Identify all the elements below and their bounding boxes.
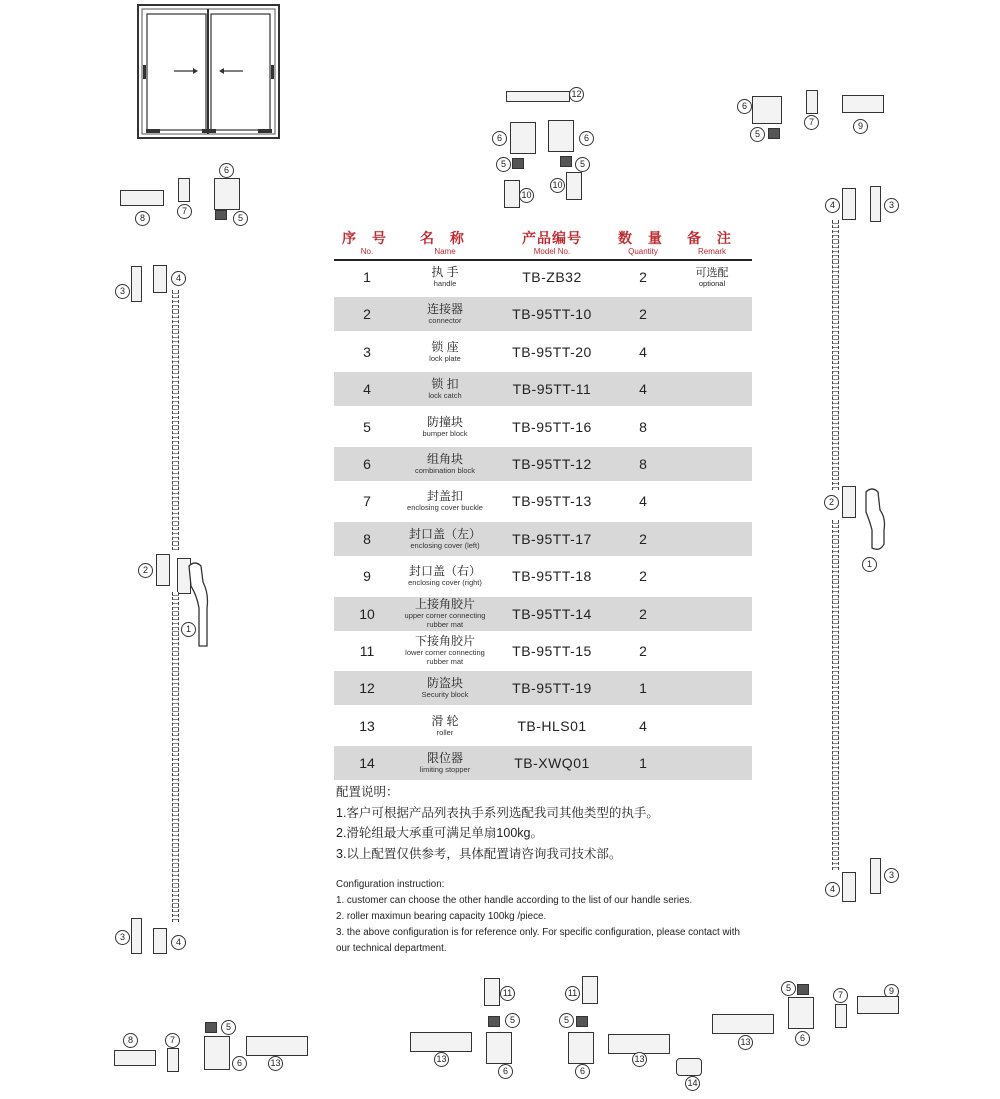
callout-4: 4 [825, 882, 840, 897]
callout-6: 6 [579, 131, 594, 146]
bumper-block-part [205, 1022, 217, 1033]
row-remark [672, 559, 752, 593]
callout-5: 5 [575, 157, 590, 172]
table-row [334, 671, 752, 705]
row-model: TB-95TT-19 [512, 680, 592, 697]
row-name [400, 410, 490, 444]
lower-corner-rubber-mat-part [582, 976, 598, 1004]
callout-14: 14 [685, 1076, 700, 1091]
lock-catch-part [153, 265, 167, 293]
row-quantity: 4 [639, 493, 647, 510]
roller-part [712, 1014, 774, 1034]
table-row [334, 709, 752, 743]
row-name-zh: 防撞块 [426, 414, 463, 429]
row-name-en: bumper block [422, 428, 468, 438]
callout-1: 1 [181, 622, 196, 637]
row-remark-en: optional [698, 278, 726, 288]
row-name [400, 447, 490, 481]
row-remark [672, 746, 752, 780]
row-name-zh: 执 手 [431, 265, 459, 279]
handle-part [860, 488, 890, 560]
callout-5: 5 [221, 1020, 236, 1035]
callout-6: 6 [575, 1064, 590, 1079]
lock-catch-part [842, 188, 856, 220]
table-row [334, 297, 752, 331]
table-row [334, 335, 752, 369]
row-name [400, 522, 490, 556]
security-block-part [506, 91, 570, 102]
row-model: TB-95TT-13 [512, 493, 592, 510]
row-name-en: handle [433, 279, 457, 288]
bumper-block-part [576, 1016, 588, 1027]
row-name [400, 671, 490, 705]
row-name-en: roller [436, 727, 454, 737]
table-row [334, 746, 752, 780]
enclosing-cover-buckle-part [806, 90, 818, 114]
row-name-en: enclosing cover buckle [407, 503, 483, 513]
callout-5: 5 [505, 1013, 520, 1028]
roller-part [246, 1036, 308, 1056]
row-name-en: lock plate [429, 353, 461, 363]
callout-8: 8 [123, 1033, 138, 1048]
row-name-zh: 下接角胶片 [414, 634, 475, 649]
roller-part [608, 1034, 670, 1054]
row-quantity: 2 [639, 269, 647, 285]
row-name-zh: 锁 座 [431, 339, 459, 354]
notes-en-title: Configuration instruction: [336, 879, 445, 890]
callout-5: 5 [750, 127, 765, 142]
upper-corner-rubber-mat-part [504, 180, 520, 208]
callout-10: 10 [550, 178, 565, 193]
row-name-en: lock catch [428, 391, 462, 401]
row-number: 4 [363, 381, 371, 398]
callout-4: 4 [171, 271, 186, 286]
row-remark [672, 634, 752, 668]
row-name-zh: 限位器 [426, 751, 463, 766]
combination-block-part [214, 178, 240, 210]
callout-5: 5 [781, 981, 796, 996]
row-quantity: 4 [639, 717, 647, 734]
row-name [400, 484, 490, 518]
callout-7: 7 [833, 988, 848, 1003]
bumper-block-part [488, 1016, 500, 1027]
row-model: TB-95TT-18 [512, 568, 592, 585]
row-remark [672, 297, 752, 331]
lock-plate-part [870, 186, 881, 222]
callout-1: 1 [862, 557, 877, 572]
connector-part [156, 554, 170, 586]
callout-6: 6 [795, 1031, 810, 1046]
notes-en-line: 2. roller maximun bearing capacity 100kg /piece. [336, 911, 547, 922]
combination-block-part [548, 120, 574, 152]
enclosing-cover-left-part [114, 1050, 156, 1066]
callout-2: 2 [824, 495, 839, 510]
left-transmission-rod-lower [172, 592, 179, 922]
notes-cn-line: 2.滑轮组最大承重可满足单扇100kg。 [336, 826, 543, 840]
callout-13: 13 [632, 1052, 647, 1067]
row-name [400, 746, 490, 780]
callout-3: 3 [115, 284, 130, 299]
row-quantity: 4 [639, 381, 647, 398]
callout-4: 4 [171, 935, 186, 950]
enclosing-cover-buckle-part [835, 1004, 847, 1028]
header-name: 名 称 Name [420, 230, 470, 256]
bumper-block-part [560, 156, 572, 167]
row-name-zh: 连接器 [426, 302, 463, 317]
row-model: TB-95TT-10 [512, 306, 592, 323]
row-name-en: upper corner connecting rubber mat [404, 611, 486, 630]
row-remark [672, 447, 752, 481]
limiting-stopper-part [676, 1058, 702, 1076]
callout-7: 7 [177, 204, 192, 219]
row-remark [672, 671, 752, 705]
combination-block-part [788, 997, 814, 1029]
row-remark [672, 335, 752, 369]
right-transmission-rod [832, 220, 839, 490]
row-model: TB-95TT-12 [512, 455, 592, 472]
callout-5: 5 [233, 211, 248, 226]
row-name-zh: 防盗块 [426, 676, 463, 691]
lock-catch-part [842, 872, 856, 902]
table-row [334, 597, 752, 631]
row-number: 6 [363, 455, 371, 472]
header-remark: 备 注 Remark [687, 230, 737, 256]
callout-6: 6 [737, 99, 752, 114]
callout-13: 13 [268, 1056, 283, 1071]
row-name-en: enclosing cover (right) [408, 578, 482, 588]
row-remark [672, 372, 752, 406]
roller-part [410, 1032, 472, 1052]
row-quantity: 8 [639, 455, 647, 472]
header-model: 产品编号 Model No. [522, 230, 582, 256]
table-body [334, 260, 752, 780]
row-name-zh: 上接角胶片 [414, 597, 475, 612]
row-name-en: enclosing cover (left) [410, 540, 480, 550]
callout-6: 6 [492, 131, 507, 146]
callout-3: 3 [884, 198, 899, 213]
callout-13: 13 [738, 1035, 753, 1050]
enclosing-cover-buckle-part [167, 1048, 179, 1072]
parts-table [334, 226, 752, 783]
row-quantity: 2 [639, 605, 647, 622]
right-transmission-rod-lower [832, 520, 839, 870]
row-remark [672, 260, 752, 294]
row-name-en: combination block [414, 465, 476, 475]
row-quantity: 4 [639, 343, 647, 360]
row-name [400, 709, 490, 743]
table-row [334, 447, 752, 481]
combination-block-part [486, 1032, 512, 1064]
row-number: 10 [359, 605, 375, 622]
connector-part [842, 486, 856, 518]
row-number: 3 [363, 343, 371, 360]
callout-2: 2 [138, 563, 153, 578]
table-row [334, 260, 752, 294]
callout-7: 7 [804, 115, 819, 130]
combination-block-part [510, 122, 536, 154]
row-number: 5 [363, 418, 371, 435]
row-remark-zh: 可选配 [695, 266, 729, 279]
row-name [400, 335, 490, 369]
enclosing-cover-left-part [120, 190, 164, 206]
combination-block-part [204, 1036, 230, 1070]
row-quantity: 1 [639, 680, 647, 697]
row-name-zh: 封口盖（左） [408, 526, 481, 541]
callout-5: 5 [496, 157, 511, 172]
row-name-zh: 组角块 [426, 451, 463, 466]
row-model: TB-ZB32 [522, 269, 582, 285]
callout-3: 3 [884, 868, 899, 883]
bumper-block-part [797, 984, 809, 995]
row-quantity: 2 [639, 568, 647, 585]
table-row [334, 372, 752, 406]
callout-8: 8 [135, 211, 150, 226]
left-transmission-rod [172, 290, 179, 550]
row-model: TB-XWQ01 [514, 755, 590, 772]
table-row [334, 484, 752, 518]
enclosing-cover-right-part [857, 996, 899, 1014]
callout-6: 6 [232, 1056, 247, 1071]
config-notes-cn [336, 782, 659, 864]
row-remark [672, 410, 752, 444]
row-name [400, 559, 490, 593]
row-quantity: 2 [639, 642, 647, 659]
table-row [334, 410, 752, 444]
callout-11: 11 [500, 986, 515, 1001]
row-model: TB-95TT-14 [512, 605, 592, 622]
lower-corner-rubber-mat-part [484, 978, 500, 1006]
callout-3: 3 [115, 930, 130, 945]
combination-block-part [568, 1032, 594, 1064]
callout-4: 4 [825, 198, 840, 213]
row-model: TB-95TT-16 [512, 418, 592, 435]
callout-5: 5 [559, 1013, 574, 1028]
row-number: 7 [363, 493, 371, 510]
row-number: 13 [359, 717, 375, 734]
callout-7: 7 [165, 1033, 180, 1048]
bumper-block-part [215, 210, 227, 220]
table-row [334, 559, 752, 593]
row-name-en: Security block [421, 690, 469, 700]
row-number: 2 [363, 306, 371, 323]
callout-11: 11 [565, 986, 580, 1001]
lock-plate-part [131, 918, 142, 954]
bumper-block-part [768, 128, 780, 139]
lock-plate-part [131, 266, 142, 302]
table-row [334, 634, 752, 668]
row-quantity: 8 [639, 418, 647, 435]
row-model: TB-HLS01 [517, 717, 587, 734]
row-name-zh: 滑 轮 [431, 713, 459, 728]
row-number: 12 [359, 680, 375, 697]
enclosing-cover-buckle-part [178, 178, 190, 202]
notes-en-line: 3. the above configuration is for reference only. For specific configuration, please contact with our technical department. [336, 927, 740, 954]
callout-6: 6 [219, 163, 234, 178]
row-name [400, 260, 490, 294]
row-quantity: 1 [639, 755, 647, 772]
callout-13: 13 [434, 1052, 449, 1067]
combination-block-part [752, 96, 782, 124]
bumper-block-part [512, 158, 524, 169]
row-remark [672, 709, 752, 743]
enclosing-cover-right-part [842, 95, 884, 113]
row-name-en: lower corner connecting rubber mat [405, 648, 485, 667]
lock-plate-part [870, 858, 881, 894]
notes-cn-line: 1.客户可根据产品列表执手系列选配我司其他类型的执手。 [336, 805, 659, 820]
table-header [334, 226, 752, 260]
header-quantity: 数 量 Quantity [618, 230, 668, 256]
table-row [334, 522, 752, 556]
callout-12: 12 [569, 87, 584, 102]
row-name-zh: 锁 扣 [431, 377, 459, 392]
config-notes-en [336, 877, 756, 957]
window-elevation-diagram [138, 5, 280, 140]
row-remark [672, 597, 752, 631]
row-name [400, 634, 490, 668]
row-name-zh: 封盖扣 [426, 489, 463, 504]
notes-cn-line: 3.以上配置仅供参考，具体配置请咨询我司技术部。 [336, 846, 622, 861]
row-name [400, 372, 490, 406]
callout-9: 9 [853, 119, 868, 134]
row-name [400, 297, 490, 331]
upper-corner-rubber-mat-part [566, 172, 582, 200]
notes-en-line: 1. customer can choose the other handle according to the list of our handle series. [336, 895, 693, 906]
callout-9: 9 [884, 984, 899, 999]
row-remark [672, 484, 752, 518]
callout-6: 6 [498, 1064, 513, 1079]
row-number: 11 [359, 642, 375, 659]
row-name-en: connector [428, 316, 462, 326]
row-model: TB-95TT-11 [512, 381, 592, 398]
row-number: 14 [359, 755, 375, 772]
row-model: TB-95TT-20 [512, 343, 592, 360]
row-model: TB-95TT-17 [512, 530, 592, 547]
callout-10: 10 [519, 188, 534, 203]
row-quantity: 2 [639, 306, 647, 323]
row-name-en: limiting stopper [419, 765, 471, 775]
row-quantity: 2 [639, 530, 647, 547]
row-remark [672, 522, 752, 556]
header-no: 序 号 No. [342, 230, 392, 256]
row-model: TB-95TT-15 [512, 642, 592, 659]
row-number: 9 [363, 568, 371, 585]
row-number: 8 [363, 530, 371, 547]
notes-cn-title: 配置说明： [336, 785, 399, 799]
row-number: 1 [363, 269, 371, 285]
lock-catch-part [153, 928, 167, 954]
row-name [400, 597, 490, 631]
row-name-zh: 封口盖（右） [408, 564, 481, 579]
